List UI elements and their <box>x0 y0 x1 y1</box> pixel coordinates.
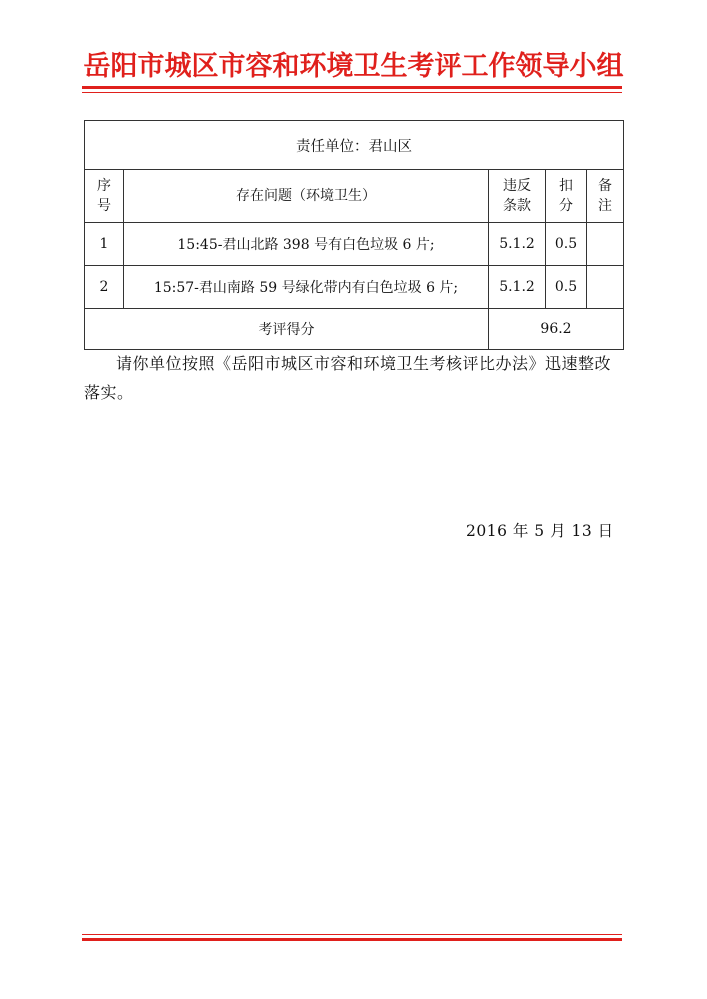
row-clause: 5.1.2 <box>489 266 546 309</box>
table-row <box>85 223 624 266</box>
score-label: 考评得分 <box>85 309 489 350</box>
row-index: 1 <box>85 223 124 266</box>
row-remark <box>587 266 624 309</box>
document-title: 岳阳市城区市容和环境卫生考评工作领导小组 <box>83 51 624 82</box>
header-rule-thin <box>82 92 622 93</box>
score-value: 96.2 <box>489 309 624 350</box>
col-header-deduct: 扣分 <box>546 170 587 223</box>
col-header-problem: 存在问题（环境卫生） <box>124 170 489 223</box>
row-index: 2 <box>85 266 124 309</box>
footer-rule-thick <box>82 938 622 941</box>
row-clause: 5.1.2 <box>489 223 546 266</box>
issue-date: 2016 年 5 月 13 日 <box>466 522 614 540</box>
header-row <box>85 170 624 223</box>
row-problem: 15:57-君山南路 59 号绿化带内有白色垃圾 6 片; <box>124 266 489 309</box>
footer-rule-thin <box>82 934 622 935</box>
col-header-index: 序号 <box>85 170 124 223</box>
inspection-table <box>84 120 624 350</box>
responsible-unit: 责任单位：君山区 <box>85 121 624 170</box>
table-row <box>85 266 624 309</box>
col-header-remark: 备注 <box>587 170 624 223</box>
unit-row <box>85 121 624 170</box>
rectification-notice: 请你单位按照《岳阳市城区市容和环境卫生考核评比办法》迅速整改落实。 <box>84 354 612 402</box>
header-rule-thick <box>82 86 622 89</box>
row-problem: 15:45-君山北路 398 号有白色垃圾 6 片; <box>124 223 489 266</box>
score-row <box>85 309 624 350</box>
row-deduct: 0.5 <box>546 223 587 266</box>
row-remark <box>587 223 624 266</box>
col-header-clause: 违反条款 <box>489 170 546 223</box>
row-deduct: 0.5 <box>546 266 587 309</box>
